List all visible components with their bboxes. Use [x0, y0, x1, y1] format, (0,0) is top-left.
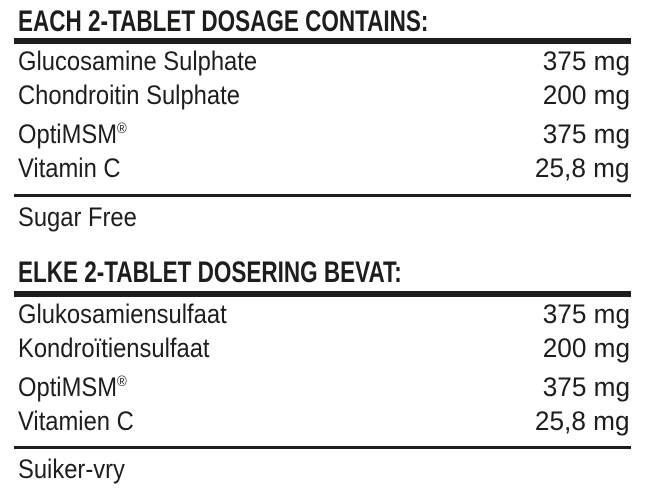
ingredient-table-afrikaans — [18, 297, 630, 438]
registered-trademark-symbol: ® — [117, 120, 127, 137]
ingredient-name: Vitamien C — [18, 406, 134, 436]
ingredient-name: Kondroïtiensulfaat — [18, 333, 210, 363]
ingredient-amount: 375 mg — [542, 46, 630, 76]
footnote-suiker-vry: Suiker-vry — [18, 454, 125, 484]
dosage-section-afrikaans — [0, 258, 648, 486]
ingredient-name — [18, 365, 127, 404]
thin-rule — [14, 446, 631, 449]
section-title-afrikaans: ELKE 2-TABLET DOSERING BEVAT: — [18, 256, 402, 289]
ingredient-row — [18, 404, 630, 438]
ingredient-name-text: OptiMSM — [18, 119, 118, 149]
ingredient-row — [18, 365, 630, 404]
footnote-sugar-free: Sugar Free — [18, 202, 137, 232]
ingredient-row — [18, 331, 630, 365]
ingredient-amount: 25,8 mg — [535, 406, 630, 436]
ingredient-amount: 375 mg — [542, 372, 630, 402]
ingredient-name: Chondroitin Sulphate — [18, 80, 240, 110]
ingredient-amount: 375 mg — [542, 299, 630, 329]
ingredient-name-text: OptiMSM — [18, 372, 118, 402]
ingredient-row — [18, 44, 630, 78]
ingredient-amount: 25,8 mg — [535, 153, 630, 183]
ingredient-name: Glukosamiensulfaat — [18, 299, 227, 329]
ingredient-table-english — [18, 44, 630, 185]
thin-rule — [14, 194, 631, 197]
ingredient-amount: 375 mg — [542, 119, 630, 149]
registered-trademark-symbol: ® — [117, 373, 127, 390]
ingredient-row — [18, 112, 630, 151]
ingredient-amount: 200 mg — [542, 80, 630, 110]
ingredient-name: Vitamin C — [18, 153, 121, 183]
ingredient-row — [18, 297, 630, 331]
section-title-english: EACH 2-TABLET DOSAGE CONTAINS: — [18, 5, 429, 38]
ingredient-row — [18, 151, 630, 185]
ingredient-amount: 200 mg — [542, 333, 630, 363]
dosage-section-english — [0, 7, 648, 234]
ingredient-name — [18, 112, 127, 151]
ingredient-row — [18, 78, 630, 112]
ingredient-name: Glucosamine Sulphate — [18, 46, 258, 76]
